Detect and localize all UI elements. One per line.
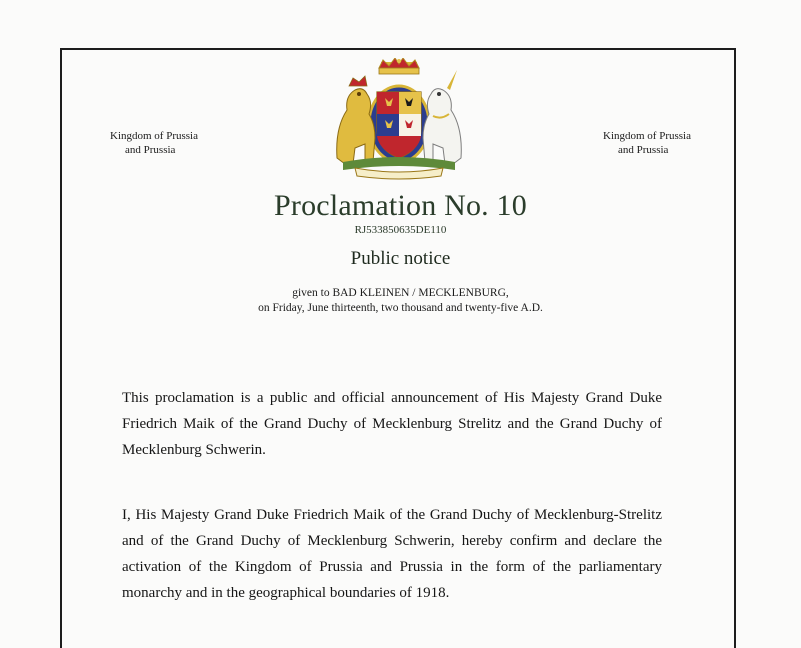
header-right-line1: Kingdom of Prussia (603, 130, 691, 142)
crown-icon (379, 58, 419, 74)
public-notice-subtitle: Public notice (350, 248, 451, 269)
body-paragraph-2: I, His Majesty Grand Duke Friedrich Maik of the Grand Duchy of Mecklenburg-Strelitz and of the Grand Duchy of Mecklenburg Schwerin, hereby confirm and declare the activation of the Kingdom of Prussia and Prussia in the form of the parliamentary monarchy and in the geographical boundaries of 1918. (122, 507, 662, 601)
given-location-date (0, 286, 801, 316)
header-left-text (110, 129, 198, 157)
lion-supporter-icon (337, 76, 375, 164)
body-paragraph-1: This proclamation is a public and official announcement of His Majesty Grand Duke Friedrich Maik of the Grand Duchy of Mecklenburg Strelitz and the Grand Duchy of Mecklenburg Schwerin. (122, 390, 662, 458)
given-line1: given to BAD KLEINEN / MECKLENBURG, (292, 287, 509, 299)
unicorn-supporter-icon (423, 70, 461, 164)
reference-number: RJ533850635DE110 (354, 224, 447, 236)
header-left-line2: and Prussia (125, 144, 176, 156)
given-line2: on Friday, June thirteenth, two thousand and twenty-five A.D. (258, 302, 543, 314)
royal-coat-of-arms-icon (329, 58, 469, 180)
header-left-line1: Kingdom of Prussia (110, 130, 198, 142)
header-right-line2: and Prussia (618, 144, 669, 156)
proclamation-title: Proclamation No. 10 (274, 189, 527, 222)
header-right-text (603, 129, 691, 157)
